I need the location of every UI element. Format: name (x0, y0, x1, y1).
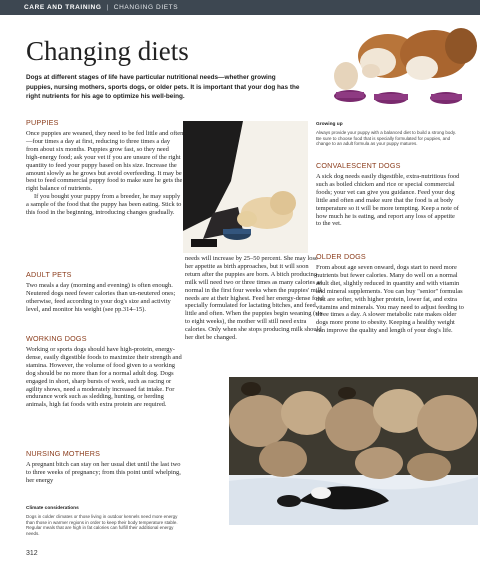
growing-caption (316, 121, 456, 147)
heading-adult-pets: ADULT PETS (26, 270, 72, 279)
growing-caption-text: Always provide your puppy with a balanced diet to build a strong body. Be sure to choose food that is specially formulated for puppies, and change to an adult formula as your puppy matures. (316, 129, 457, 147)
nursing-mothers-paragraph-2: needs will increase by 25–50 percent. She may lose her appetite as birth approaches, but it will soon return after the puppies are born. A bitch producing milk will need two or three times as many calories as normal in the first four weeks when the puppies' milk needs are at their highest. Feed her energy-dense food specially formulated for lactating bitches, and feed little and often. When the puppies begin weaning (six to eight weeks), the mother will still need extra calories. Only when she stops producing milk should her diet be changed. (185, 255, 324, 342)
climate-caption-heading: Climate considerations (26, 506, 79, 511)
section-label: CARE AND TRAINING (24, 4, 102, 11)
puppies-paragraph-2: If you bought your puppy from a breeder, he may supply a sample of the food that the puppy has been eating. Stick to this food in the beginning, introducing changes gradually. (26, 193, 182, 217)
heading-nursing-mothers: NURSING MOTHERS (26, 449, 101, 458)
adult-pets-paragraph: Two meals a day (morning and evening) is often enough. Neutered dogs need fewer calories than un-neutered ones; otherwise, feed according to your dog's size and activity level, and monitor his weight (see pp.314–15). (26, 282, 176, 313)
growing-caption-heading: Growing up (316, 122, 343, 127)
page-title: Changing diets (26, 36, 189, 66)
older-dogs-paragraph: From about age seven onward, dogs start to need more nutrients but fewer calories. Many do well on a normal adult diet, slightly reduced in quantity and with vitamin and mineral supplements. You can buy "senior" formulas that are softer, with higher protein, lower fat, and extra vitamins and minerals. You may need to adjust feeding to three times a day. A slower metabolic rate makes older dogs more prone to obesity. Keeping a healthy weight can improve the quality and length of your dog's life. (316, 264, 464, 335)
heading-working-dogs: WORKING DOGS (26, 334, 87, 343)
running-header (0, 0, 480, 15)
working-dogs-block (26, 335, 184, 409)
nursing-mothers-paragraph-1: A pregnant bitch can stay on her usual diet until the last two to three weeks of pregnancy; from this point until whelping, her energy (26, 461, 181, 484)
climate-caption (26, 505, 186, 536)
page-number: 312 (26, 550, 38, 557)
dogs-with-bowls-photo (316, 16, 480, 112)
nursing-mothers-block (26, 450, 184, 485)
climate-caption-text: Dogs in colder climates or those living in outdoor kennels need more energy than those in warmer regions in order to keep their body temperature stable. Regular meals that are high in fat calories can fulfill their additional energy needs. (26, 513, 178, 536)
intro-paragraph: Dogs at different stages of life have particular nutritional needs—whether growing puppies, nursing mothers, sports dogs, or older pets. It is important that your dog has the right nutrients for his age to optimize his well-being. (26, 74, 300, 101)
puppies-paragraph-1: Once puppies are weaned, they need to be fed little and often—four times a day at first, reducing to three times a day from about six months. Puppies grow fast, so they need high-energy food; ask your vet if you are unsure of the right quantity to feed your puppy based on his size. Increase the amount slowly as he grows but avoid overfeeding. It may be best to feed commercial puppy food to make sure he gets the right balance of nutrients. (26, 130, 184, 193)
sheepdog-herding-photo (229, 377, 478, 525)
convalescent-dogs-paragraph: A sick dog needs easily digestible, extra-nutritious food such as boiled chicken and rice or special commercial foods; your vet can give you guidance. Feed your dog little and often and make sure that the food is at body temperature so it will be more tempting. Keep a note of how much he is eating, and report any loss of appetite to the vet. (316, 173, 460, 228)
puppy-eating-photo (183, 121, 308, 253)
older-dogs-block (316, 253, 464, 335)
column-left (26, 119, 184, 217)
convalescent-dogs-block (316, 162, 460, 228)
heading-puppies: PUPPIES (26, 118, 59, 127)
heading-older-dogs: OLDER DOGS (316, 252, 366, 261)
working-dogs-paragraph: Working or sports dogs should have high-protein, energy-dense, easily digestible foods to maximize their strength and stamina. However, the volume of food given to a working dog should be no more than for a normal adult dog. Dogs engaged in short, sharp bursts of work, such as racing or agility shows, need a moderately increased fat intake. For endurance work such as sledding, hunting, or herding animals, high fat foods with extra protein are required. (26, 346, 182, 409)
subsection-label: CHANGING DIETS (113, 4, 179, 11)
adult-pets-block (26, 271, 184, 314)
heading-convalescent-dogs: CONVALESCENT DOGS (316, 161, 401, 170)
header-divider: | (106, 4, 109, 11)
column-middle (185, 255, 325, 342)
